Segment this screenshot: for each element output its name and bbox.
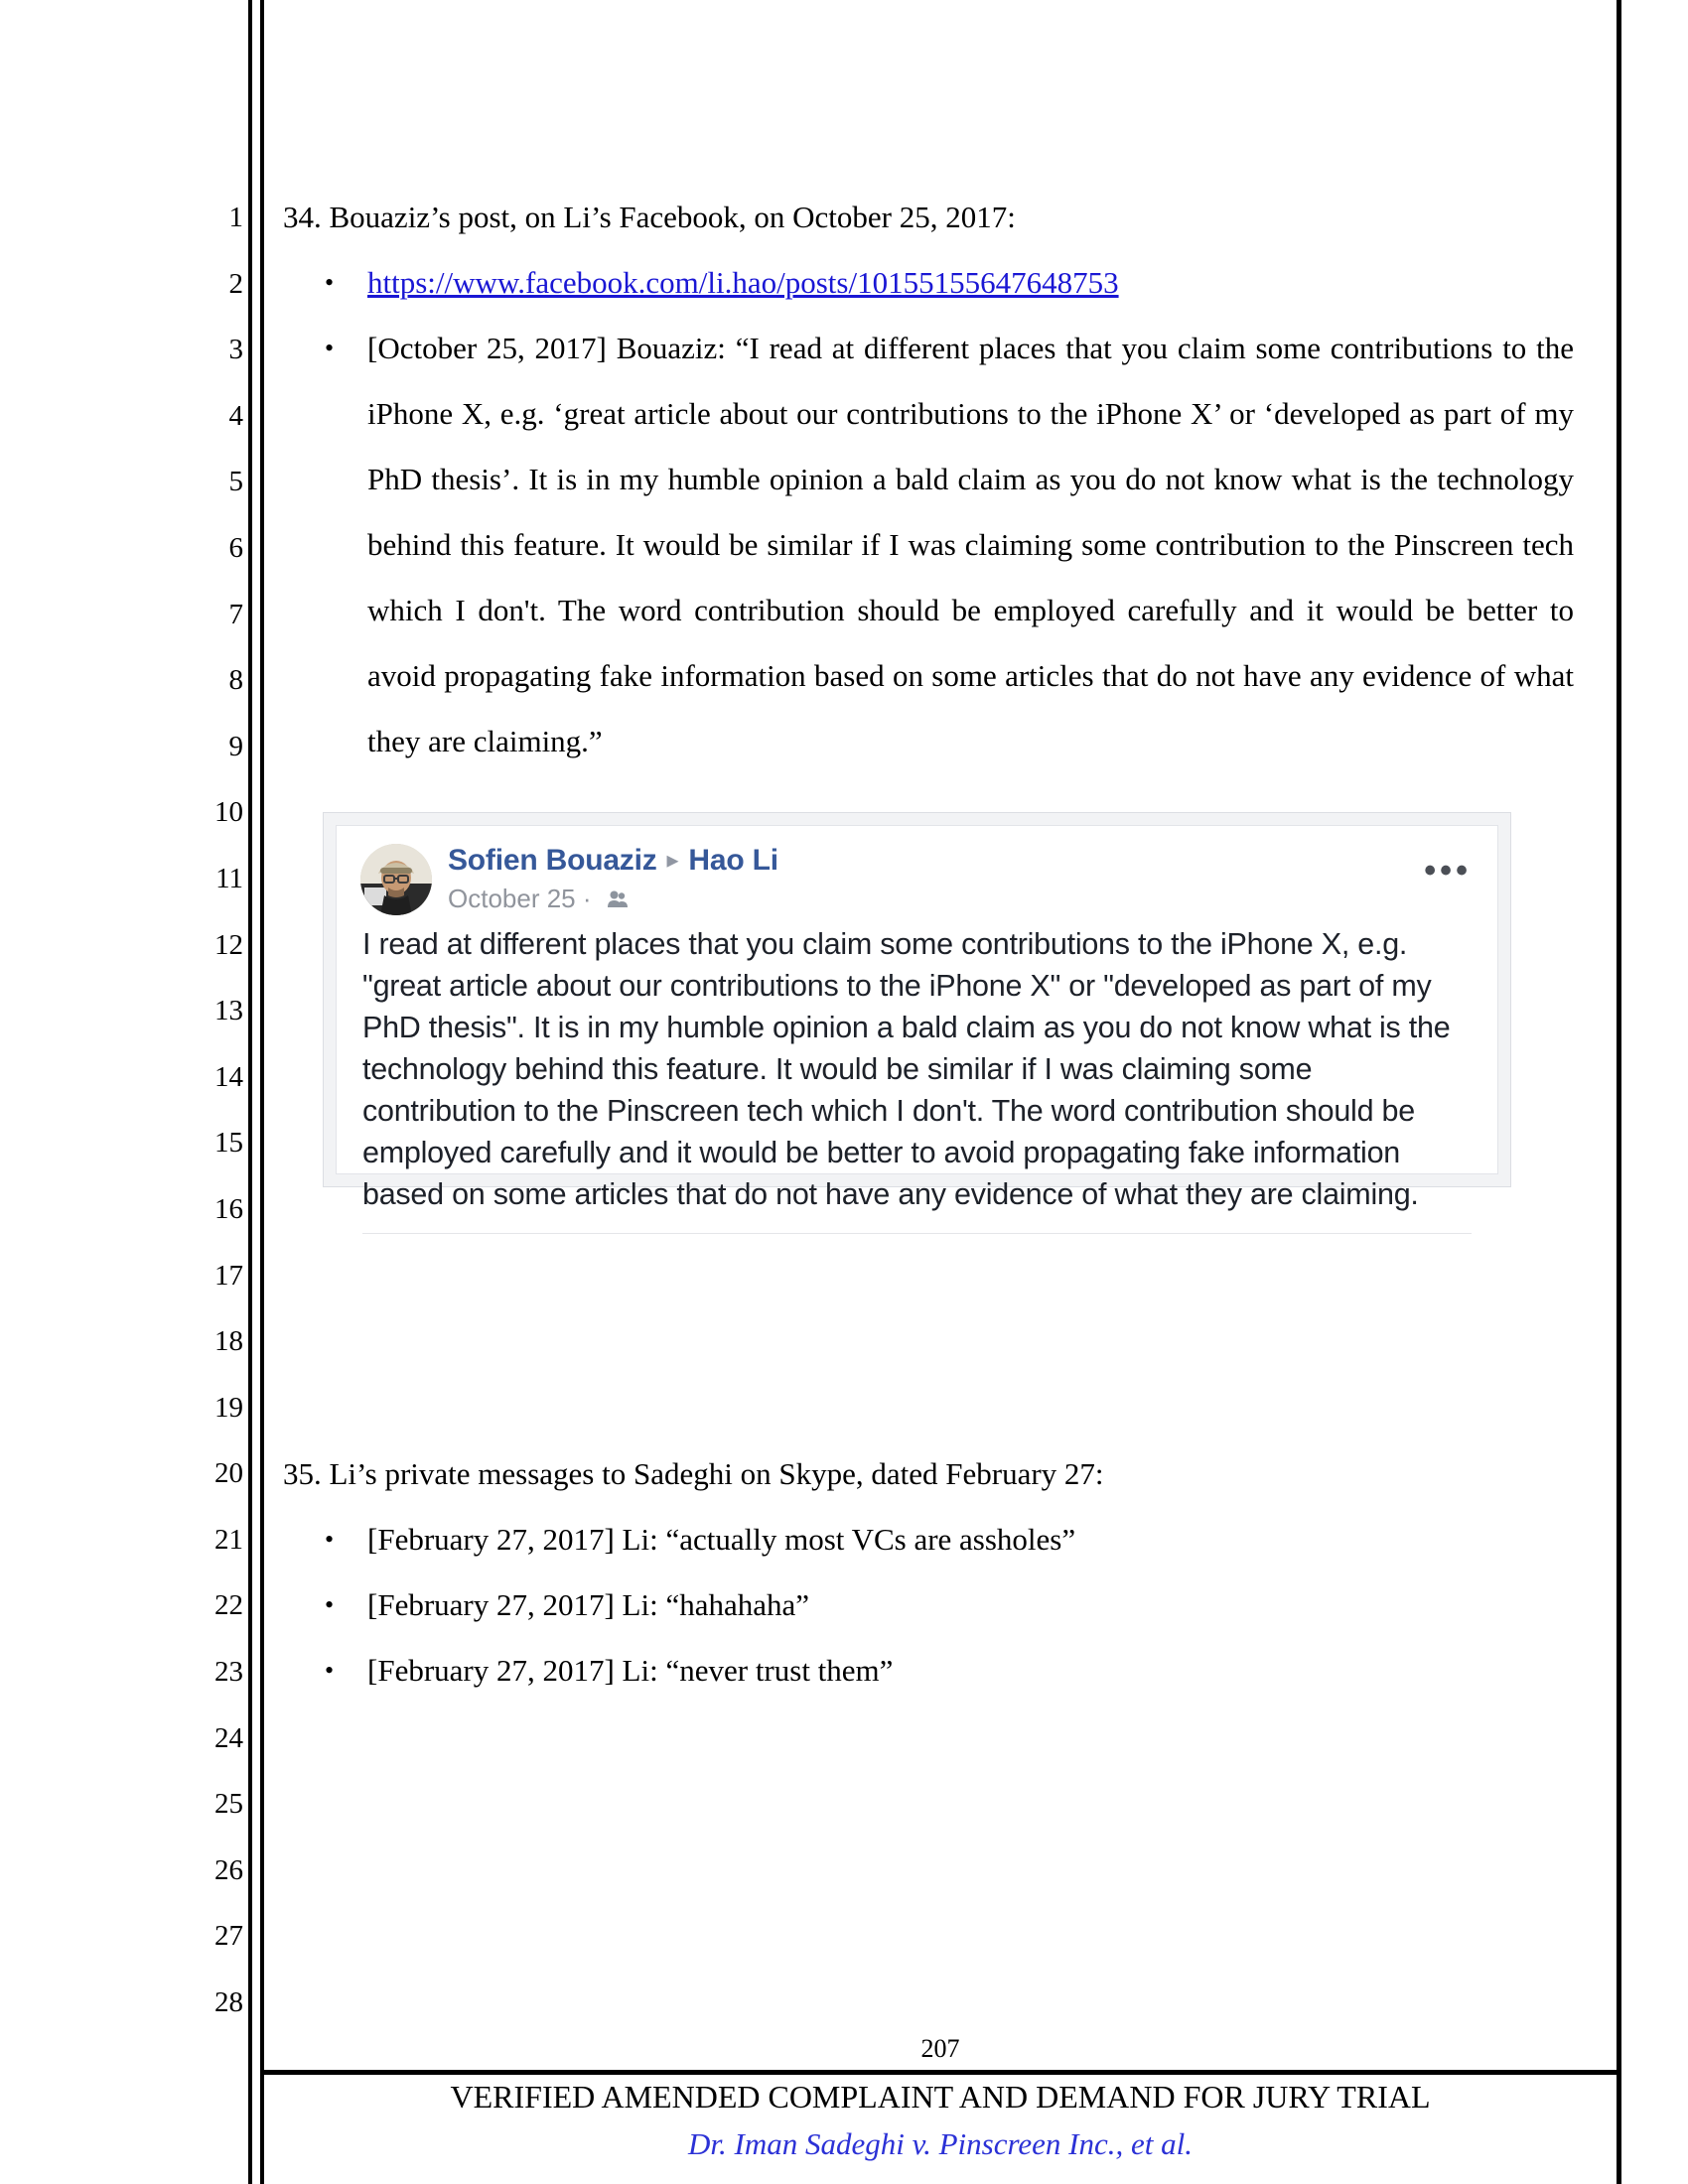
friends-icon [607,887,629,917]
line-number: 4 [228,399,243,432]
line-number: 24 [214,1721,243,1754]
line-number: 10 [214,796,243,829]
left-margin-rule-inner [260,0,264,2184]
paragraph-35-bullets [283,1507,1574,1704]
line-number: 9 [228,730,243,762]
line-number: 11 [215,862,243,894]
avatar [360,844,432,915]
paragraph-35-heading: 35. Li’s private messages to Sadeghi on Skype, dated February 27: [283,1456,1104,1491]
line-number: 3 [228,334,243,366]
list-item: • [October 25, 2017] Bouaziz: “I read at different places that you claim some contributions to the iPhone X, e.g. ‘great article about our contributions to the iPhone X’ or ‘developed as part of my PhD thesis’. It is in my humble opinion a bald claim as you do not know what is the technology behind this feature. It would be similar if I was claiming some contribution to the Pinscreen tech which I don't. The word contribution should be employed carefully and it would be better to avoid propagating fake information based on some articles that do not have any evidence of what they are claiming.” [283,316,1574,774]
line-number: 25 [214,1788,243,1821]
line-number: 13 [214,995,243,1027]
line-number: 5 [228,466,243,498]
facebook-post-card [336,825,1498,1211]
facebook-post-header [337,826,1497,917]
line-number: 17 [214,1259,243,1292]
left-margin-rule-outer [248,0,252,2184]
chevron-right-icon: ▸ [666,847,679,874]
line-number: 7 [228,598,243,630]
facebook-post-screenshot [323,812,1511,1211]
line-number: 1 [228,202,243,233]
right-margin-rule [1617,0,1621,2184]
line-number: 27 [214,1920,243,1953]
line-number: 23 [214,1656,243,1689]
line-number: 6 [228,531,243,564]
facebook-post-date[interactable]: October 25 [448,884,576,913]
more-options-icon[interactable]: ••• [1424,852,1472,889]
line-number: 2 [228,267,243,300]
paragraph-35-block [283,1441,1574,1704]
line-number: 20 [214,1457,243,1490]
footer-case-caption: Dr. Iman Sadeghi v. Pinscreen Inc., et al. [688,2126,1193,2161]
list-item: • [February 27, 2017] Li: “actually most VCs are assholes” [283,1507,1574,1572]
page-number: 207 [920,2034,960,2063]
footer-title: VERIFIED AMENDED COMPLAINT AND DEMAND FOR JURY TRIAL [450,2079,1431,2115]
document-body [283,185,1574,774]
list-item: • [February 27, 2017] Li: “never trust them” [283,1638,1574,1704]
line-number: 15 [214,1127,243,1160]
facebook-post-body: I read at different places that you claim some contributions to the iPhone X, e.g. "great article about our contributions to the iPhone X" or "developed as part of my PhD thesis". It is in my humble opinion a bald claim as you do not know what is the technology behind this feature. It would be similar if I was claiming some contribution to the Pinscreen tech which I don't. The word contribution should be employed carefully and it would be better to avoid propagating fake information based on some articles that do not have any evidence of what they are claiming. [362,927,1451,1211]
paragraph-34-bullets [283,250,1574,774]
facebook-recipient-name[interactable]: Hao Li [688,844,778,877]
facebook-author-name[interactable]: Sofien Bouaziz [448,844,657,877]
line-number: 19 [214,1391,243,1424]
line-number: 12 [214,928,243,961]
line-number: 22 [214,1589,243,1622]
footer-rule [264,2070,1617,2075]
list-item: • [February 27, 2017] Li: “hahahaha” [283,1572,1574,1638]
line-number: 21 [214,1523,243,1556]
line-number: 28 [214,1986,243,2019]
meta-separator: · [582,884,592,913]
facebook-post-meta [448,884,629,917]
line-number: 16 [214,1192,243,1225]
divider [362,1233,1472,1234]
facebook-post-author-line [448,844,778,878]
list-item [283,250,1574,316]
facebook-post-link[interactable]: https://www.facebook.com/li.hao/posts/10155155647648753 [367,265,1119,300]
line-number: 26 [214,1853,243,1886]
line-number: 18 [214,1325,243,1358]
line-number: 8 [228,664,243,697]
paragraph-34-heading: 34. Bouaziz’s post, on Li’s Facebook, on October 25, 2017: [283,200,1016,234]
line-number-gutter [194,185,243,2036]
line-number: 14 [214,1060,243,1093]
